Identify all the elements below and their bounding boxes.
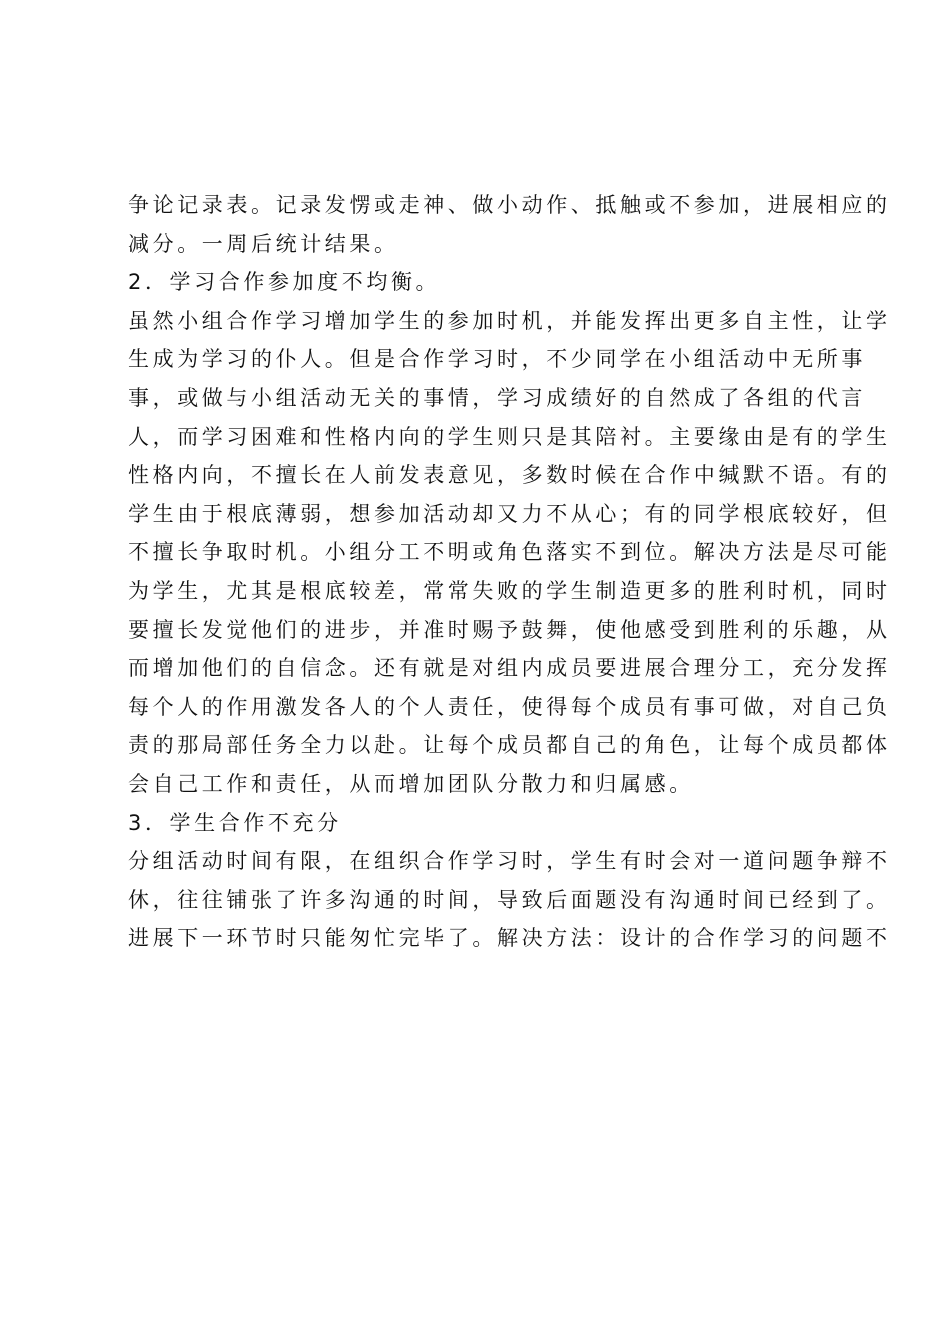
section-heading: 3．学生合作不充分 <box>128 810 342 835</box>
text-line: 性格内向，不擅长在人前发表意见，多数时候在合作中缄默不语。有的 <box>128 463 891 488</box>
text-line: 要擅长发觉他们的进步，并准时赐予鼓舞，使他感受到胜利的乐趣，从 <box>128 617 891 642</box>
text-line: 减分。一周后统计结果。 <box>128 231 399 256</box>
text-line: 人，而学习困难和性格内向的学生则只是其陪衬。主要缘由是有的学生 <box>128 424 891 449</box>
text-line: 为学生，尤其是根底较差，常常失败的学生制造更多的胜利时机，同时 <box>128 578 891 603</box>
text-line: 每个人的作用激发各人的个人责任，使得每个成员有事可做，对自己负 <box>128 694 891 719</box>
text-line: 进展下一环节时只能匆忙完毕了。解决方法：设计的合作学习的问题不 <box>128 926 891 951</box>
text-line: 会自己工作和责任，从而增加团队分散力和归属感。 <box>128 771 694 796</box>
text-line: 而增加他们的自信念。还有就是对组内成员要进展合理分工，充分发挥 <box>128 656 891 681</box>
body-text <box>128 186 891 958</box>
text-line: 虽然小组合作学习增加学生的参加时机，并能发挥出更多自主性，让学 <box>128 308 891 333</box>
text-line: 争论记录表。记录发愣或走神、做小动作、抵触或不参加，进展相应的 <box>128 193 891 217</box>
text-line: 事，或做与小组活动无关的事情，学习成绩好的自然成了各组的代言 <box>128 385 866 410</box>
text-line: 学生由于根底薄弱，想参加活动却又力不从心；有的同学根底较好，但 <box>128 501 891 526</box>
text-line: 责的那局部任务全力以赴。让每个成员都自己的角色，让每个成员都体 <box>128 733 891 758</box>
text-line: 分组活动时间有限，在组织合作学习时，学生有时会对一道问题争辩不 <box>128 849 891 874</box>
text-line: 生成为学习的仆人。但是合作学习时，不少同学在小组活动中无所事 <box>128 347 866 372</box>
text-line: 不擅长争取时机。小组分工不明或角色落实不到位。解决方法是尽可能 <box>128 540 891 565</box>
text-line: 休，往往铺张了许多沟通的时间，导致后面题没有沟通时间已经到了。 <box>128 887 891 912</box>
section-heading: 2．学习合作参加度不均衡。 <box>128 270 441 295</box>
